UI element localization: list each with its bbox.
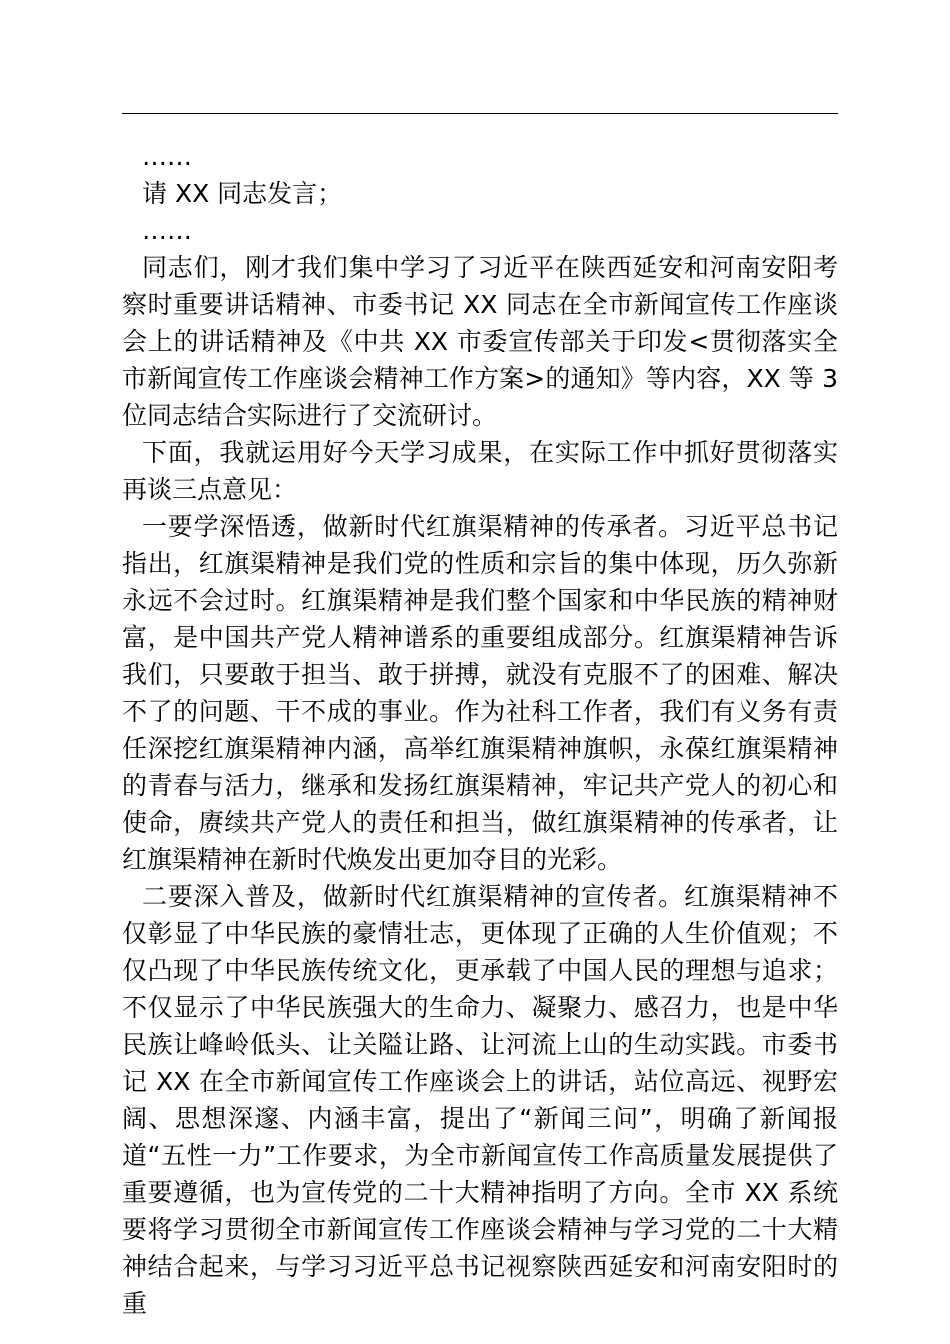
document-body: [122, 138, 838, 1322]
paragraph-point-two: 二要深入普及，做新时代红旗渠精神的宣传者。红旗渠精神不仅彰显了中华民族的豪情壮志，更体现了正确的人生价值观；不仅凸现了中华民族传统文化，更承载了中国人民的理想与追求；不仅显示了中华民族强大的生命力、凝聚力、感召力，也是中华民族让峰岭低头、让关隘让路、让河流上山的生动实践。市委书记 XX 在全市新闻宣传工作座谈会上的讲话，站位高远、视野宏阔、思想深邃、内涵丰富，提出了“新闻三问”，明确了新闻报道“五性一力”工作要求，为全市新闻宣传工作高质量发展提供了重要遵循，也为宣传党的二十大精神指明了方向。全市 XX 系统要将学习贯彻全市新闻宣传工作座谈会精神与学习党的二十大精神结合起来，与学习习近平总书记视察陕西延安和河南安阳时的重: [122, 882, 838, 1318]
paragraph-point-one: 一要学深悟透，做新时代红旗渠精神的传承者。习近平总书记指出，红旗渠精神是我们党的性质和宗旨的集中体现，历久弥新永远不会过时。红旗渠精神是我们整个国家和中华民族的精神财富，是中国共产党人精神谱系的重要组成部分。红旗渠精神告诉我们，只要敢于担当、敢于拼搏，就没有克服不了的困难、解决不了的问题、干不成的事业。作为社科工作者，我们有义务有责任深挖红旗渠精神内涵，高举红旗渠精神旗帜，永葆红旗渠精神的青春与活力，继承和发扬红旗渠精神，牢记共产党人的初心和使命，赓续共产党人的责任和担当，做红旗渠精神的传承者，让红旗渠精神在新时代焕发出更加夺目的光彩。: [122, 512, 838, 874]
ellipsis-line: ……: [142, 216, 192, 245]
paragraph-intro: 下面，我就运用好今天学习成果，在实际工作中抓好贯彻落实再谈三点意见：: [122, 438, 838, 504]
header-rule: [122, 113, 838, 114]
ellipsis-line: ……: [142, 142, 192, 171]
paragraph-summary: 同志们，刚才我们集中学习了习近平在陕西延安和河南安阳考察时重要讲话精神、市委书记 XX 同志在全市新闻宣传工作座谈会上的讲话精神及《中共 XX 市委宣传部关于印发<贯彻落实全市新闻宣传工作座谈会精神工作方案>的通知》等内容，XX 等 3 位同志结合实际进行了交流研讨。: [122, 253, 838, 430]
speaker-invitation: 请 XX 同志发言；: [142, 179, 343, 208]
